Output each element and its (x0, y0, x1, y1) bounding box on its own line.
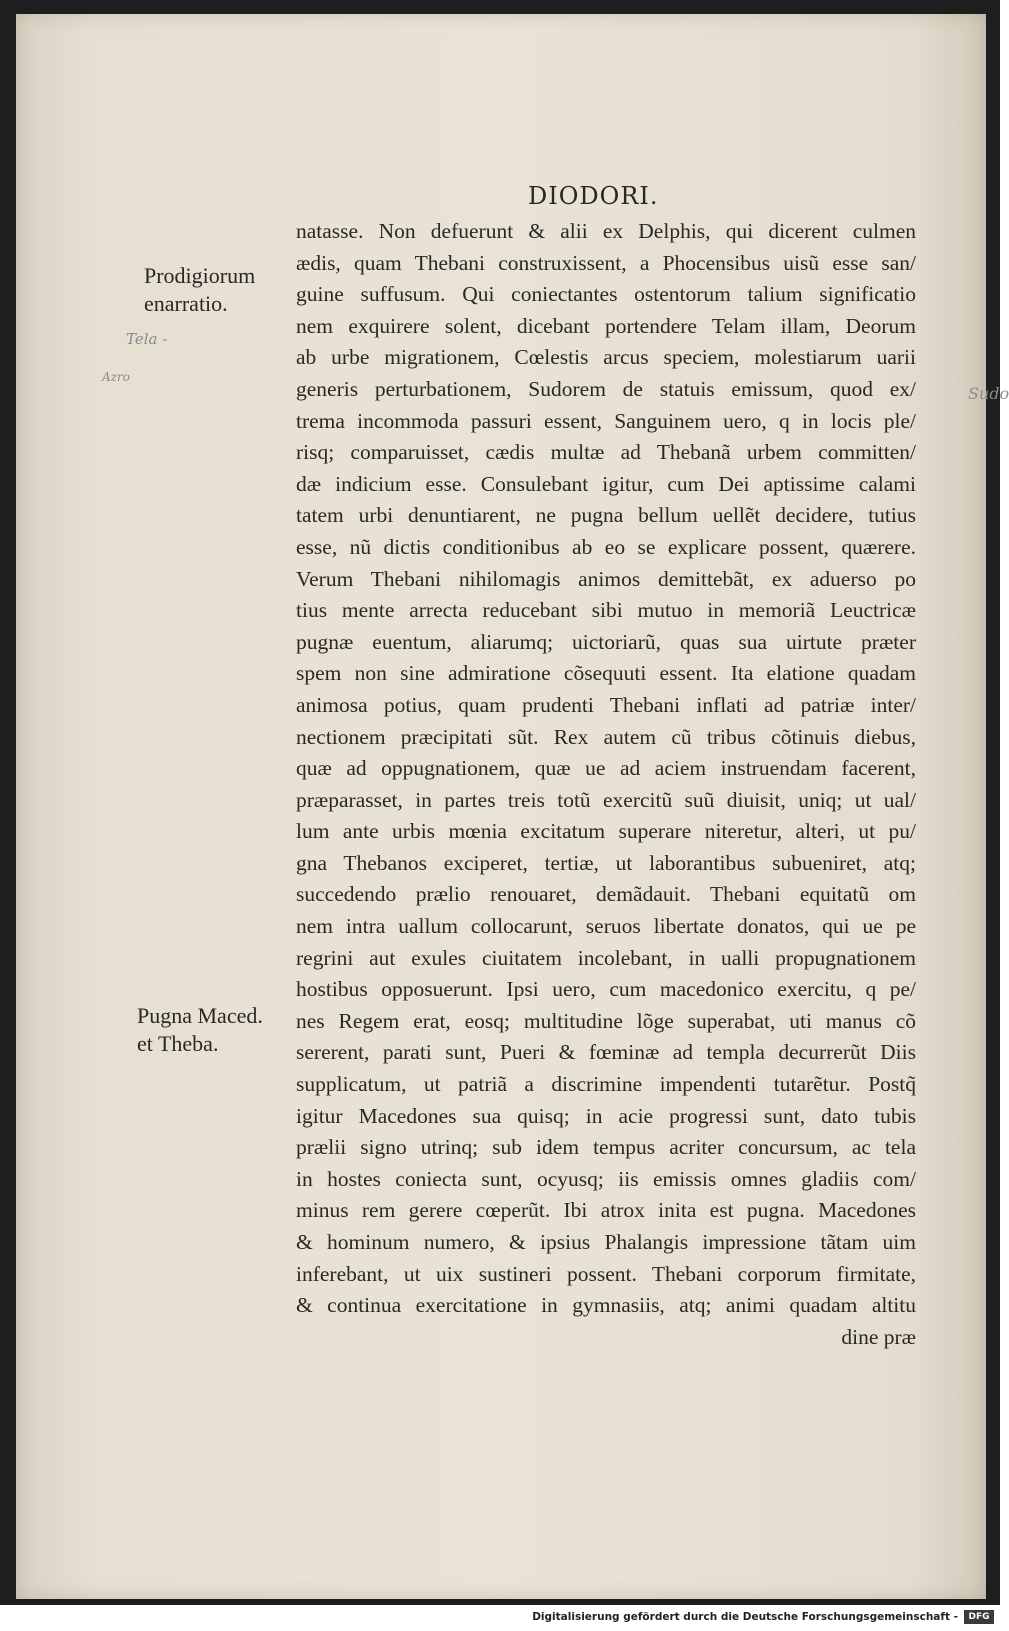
footer-funding-text: Digitalisierung gefördert durch die Deutsche Forschungsgemeinschaft - (532, 1611, 958, 1623)
handwritten-annotation-right: Sudo (968, 384, 1009, 403)
text-line: in hostes coniecta sunt, ocyusq; iis emissis omnes gladiis com/ (296, 1166, 916, 1191)
text-line: pugnæ euentum, aliarumq; uictoriarũ, quas sua uirtute præter (296, 629, 916, 654)
text-line: generis perturbationem, Sudorem de statuis emissum, quod ex/ (296, 376, 916, 401)
text-line: lum ante urbis mœnia excitatum superare niteretur, alteri, ut pu/ (296, 819, 916, 844)
text-line: animosa potius, quam prudenti Thebani inflati ad patriæ inter/ (296, 692, 916, 717)
margin-note-line: et Theba. (137, 1031, 219, 1056)
text-line: tatem urbi denuntiarent, ne pugna bellum uellẽt decidere, tutius (296, 503, 916, 528)
margin-note-line: enarratio. (144, 291, 228, 316)
text-line: hostibus opposuerunt. Ipsi uero, cum macedonico exercitu, q pe/ (296, 977, 916, 1002)
text-line: regrini aut exules ciuitatem incolebant, in ualli propugnationem (296, 945, 916, 970)
text-line: igitur Macedones sua quisq; in acie progressi sunt, dato tubis (296, 1103, 916, 1128)
text-line: natasse. Non defuerunt & alii ex Delphis, qui dicerent culmen (296, 219, 916, 243)
body-text (296, 216, 916, 1353)
text-line: supplicatum, ut patriã a discrimine impendenti tutarẽtur. Postq̃ (296, 1072, 916, 1097)
text-line: tius mente arrecta reducebant sibi mutuo in memoriã Leuctricæ (296, 598, 916, 623)
text-line: & continua exercitatione in gymnasiis, atq; animi quadam altitu (296, 1293, 916, 1318)
handwritten-annotation-azro: Azro (102, 370, 130, 384)
text-line: gna Thebanos exciperet, tertiæ, ut laborantibus subueniret, atq; (296, 850, 916, 875)
dfg-logo: DFG (964, 1610, 994, 1624)
text-line: nectionem præcipitati sũt. Rex autem cũ tribus cõtinuis diebus, (296, 724, 916, 749)
margin-note-prodigiorum (144, 262, 255, 318)
text-line: risq; comparuisset, cædis multæ ad Thebanã urbem committen/ (296, 440, 916, 465)
text-line: ædis, quam Thebani construxissent, a Phocensibus uisũ esse san/ (296, 250, 916, 275)
handwritten-annotation-tela: Tela - (126, 330, 168, 348)
text-line: nem exquirere solent, dicebant portendere Telam illam, Deorum (296, 313, 916, 338)
text-line: dæ indicium esse. Consulebant igitur, cum Dei aptissime calami (296, 471, 916, 496)
text-line: minus rem gerere cœperũt. Ibi atrox inita est pugna. Macedones (296, 1198, 916, 1223)
margin-note-line: Pugna Maced. (137, 1003, 263, 1028)
text-line: succedendo prælio renouaret, demãdauit. Thebani equitatũ om (296, 882, 916, 907)
text-line: trema incommoda passuri essent, Sanguinem uero, q in locis ple/ (296, 408, 916, 433)
text-line: Verum Thebani nihilomagis animos demittebãt, ex aduerso po (296, 566, 916, 591)
text-line: guine suffusum. Qui coniectantes ostentorum talium significatio (296, 282, 916, 307)
text-line: inferebant, ut uix sustineri possent. Thebani corporum firmitate, (296, 1261, 916, 1286)
book-page (16, 14, 1009, 1599)
text-line: nes Regem erat, eosq; multitudine lõge superabat, uti manus cõ (296, 1008, 916, 1033)
text-line: prælii signo utrinq; sub idem tempus acriter concursum, ac tela (296, 1135, 916, 1160)
footer (0, 1605, 1000, 1631)
text-line: nem intra uallum collocarunt, seruos libertate donatos, qui ue pe (296, 914, 916, 939)
text-line: esse, nũ dictis conditionibus ab eo se explicare possent, quærere. (296, 534, 916, 559)
text-line: & hominum numero, & ipsius Phalangis impressione tãtam uim (296, 1230, 916, 1254)
text-line: ab urbe migrationem, Cœlestis arcus speciem, molestiarum uarii (296, 345, 916, 370)
text-line: spem non sine admiratione cõsequuti essent. Ita elatione quadam (296, 661, 916, 686)
text-line: sererent, parati sunt, Pueri & fœminæ ad templa decurrerũt Diis (296, 1040, 916, 1065)
text-line: quæ ad oppugnationem, quæ ue ad aciem instruendam facerent, (296, 756, 916, 781)
text-line: præparasset, in partes treis totũ exercitũ suũ diuisit, uniq; ut ual/ (296, 787, 916, 812)
margin-note-pugna (137, 1002, 263, 1058)
margin-note-line: Prodigiorum (144, 263, 256, 288)
running-head: DIODORI. (528, 182, 659, 210)
text-line: dine præ (841, 1324, 916, 1349)
